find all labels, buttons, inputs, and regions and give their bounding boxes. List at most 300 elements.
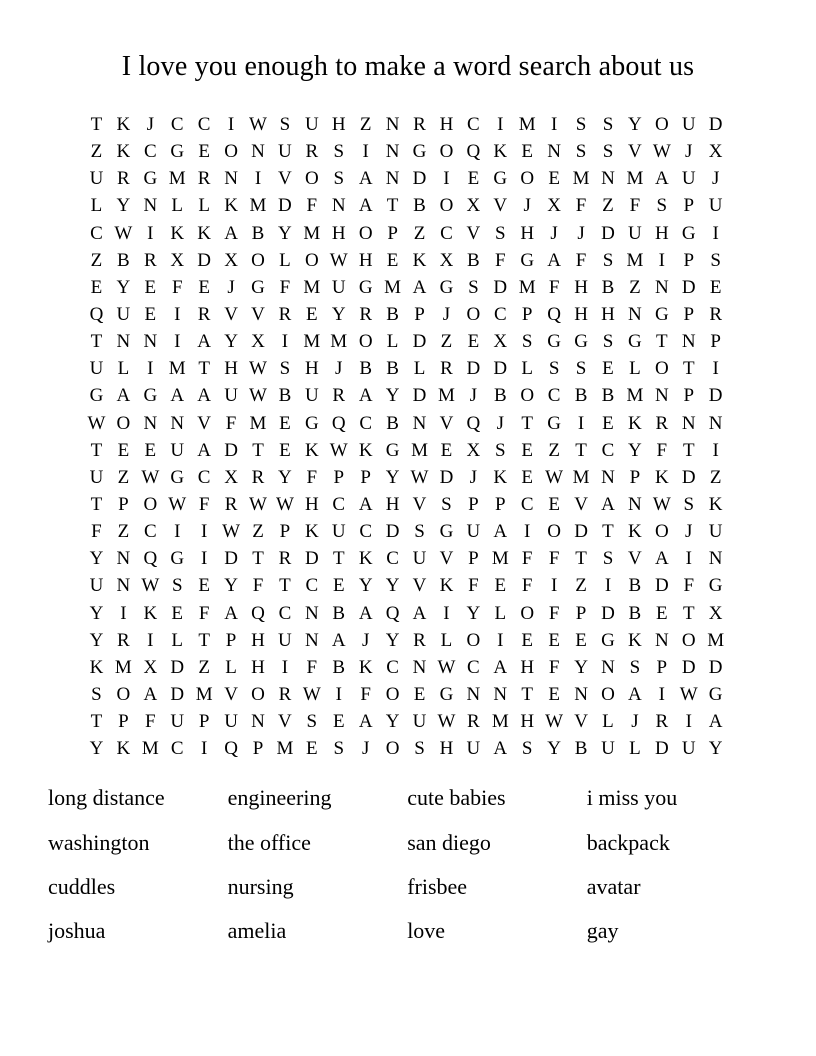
grid-letter: N [385, 141, 400, 163]
grid-letter: J [711, 168, 720, 190]
grid-letter: B [628, 602, 642, 624]
grid-letter: A [412, 602, 427, 624]
grid-letter: E [467, 168, 480, 190]
grid-letter: O [520, 602, 535, 624]
grid-letter: N [601, 466, 615, 488]
grid-letter: Z [548, 439, 560, 461]
grid-letter: D [304, 548, 319, 570]
grid-letter: Z [709, 466, 722, 488]
grid-letter: E [117, 439, 130, 461]
grid-letter: R [197, 168, 211, 190]
grid-letter: E [709, 276, 722, 298]
grid-letter: D [385, 521, 400, 543]
grid-letter: I [200, 521, 208, 543]
grid-letter: F [629, 195, 641, 217]
grid-letter: N [601, 656, 615, 678]
grid-letter: K [197, 222, 212, 244]
grid-letter: I [443, 168, 450, 190]
grid-letter: R [467, 711, 480, 733]
grid-letter: A [170, 385, 185, 407]
grid-letter: G [170, 548, 185, 570]
grid-letter: K [116, 114, 131, 136]
grid-letter: T [521, 684, 534, 706]
grid-letter: N [251, 711, 265, 733]
grid-letter: C [305, 575, 319, 597]
grid-letter: W [410, 466, 429, 488]
grid-letter: E [306, 304, 318, 326]
grid-letter: O [654, 114, 669, 136]
grid-letter: S [333, 738, 345, 760]
grid-letter: K [493, 141, 508, 163]
grid-letter: U [278, 141, 292, 163]
grid-letter: J [335, 358, 343, 380]
grid-letter: Z [252, 521, 264, 543]
grid-letter: I [497, 114, 504, 136]
grid-letter: M [303, 222, 321, 244]
grid-letter: B [601, 276, 615, 298]
grid-letter: B [493, 385, 507, 407]
grid-letter: J [361, 738, 370, 760]
grid-letter: I [577, 412, 585, 434]
grid-letter: W [114, 222, 133, 244]
grid-letter: E [90, 276, 103, 298]
grid-letter: Q [547, 304, 561, 326]
grid-letter: K [116, 141, 131, 163]
grid-letter: N [574, 684, 588, 706]
grid-letter: Q [224, 738, 238, 760]
grid-letter: V [412, 575, 427, 597]
grid-letter: D [681, 466, 696, 488]
grid-letter: F [683, 575, 695, 597]
grid-letter: G [547, 412, 561, 434]
grid-letter: V [628, 548, 642, 570]
grid-letter: I [685, 711, 692, 733]
grid-letter: W [545, 711, 564, 733]
grid-letter: H [385, 494, 400, 516]
grid-letter: Y [385, 711, 400, 733]
grid-letter: R [197, 304, 211, 326]
grid-letter: I [658, 249, 665, 271]
grid-letter: G [654, 304, 669, 326]
grid-letter: G [385, 439, 400, 461]
grid-letter: M [707, 629, 725, 651]
grid-letter: N [708, 412, 723, 434]
grid-letter: B [386, 358, 399, 380]
grid-letter: P [521, 304, 533, 326]
grid-letter: E [386, 249, 399, 271]
grid-letter: T [602, 521, 614, 543]
grid-letter: Y [385, 385, 400, 407]
grid-letter: F [279, 276, 291, 298]
grid-letter: U [170, 439, 185, 461]
grid-letter: L [440, 629, 453, 651]
grid-letter: U [412, 548, 427, 570]
grid-letter: A [224, 222, 238, 244]
grid-letter: I [174, 331, 181, 353]
grid-letter: L [521, 358, 534, 380]
grid-letter: H [601, 304, 615, 326]
grid-letter: D [439, 466, 454, 488]
grid-letter: A [601, 494, 615, 516]
grid-letter: S [91, 684, 102, 706]
grid-letter: O [143, 494, 158, 516]
grid-letter: W [679, 684, 698, 706]
grid-letter: E [144, 276, 157, 298]
grid-letter: M [411, 439, 428, 461]
grid-letter: M [249, 412, 267, 434]
word-list-item: nursing [227, 873, 294, 899]
grid-letter: P [387, 222, 398, 244]
grid-letter: Y [385, 466, 400, 488]
grid-letter: U [224, 385, 238, 407]
grid-letter: G [628, 331, 642, 353]
grid-letter: N [116, 331, 131, 353]
grid-letter: D [412, 331, 427, 353]
grid-letter: O [304, 249, 319, 271]
grid-letter: A [197, 439, 212, 461]
grid-letter: I [712, 222, 719, 244]
grid-letter: L [629, 738, 641, 760]
grid-letter: W [437, 656, 456, 678]
grid-letter: D [412, 168, 427, 190]
grid-letter: W [249, 358, 267, 380]
grid-letter: M [626, 249, 644, 271]
grid-letter: K [628, 412, 642, 434]
grid-letter: M [141, 738, 159, 760]
grid-letter: H [654, 222, 669, 244]
grid-letter: K [439, 575, 454, 597]
grid-letter: F [548, 548, 560, 570]
grid-letter: Y [385, 629, 400, 651]
grid-letter: I [174, 304, 181, 326]
grid-letter: H [574, 304, 588, 326]
grid-letter: M [303, 331, 321, 353]
grid-letter: Y [466, 602, 481, 624]
page-title: I love you enough to make a word search about us [121, 51, 695, 82]
grid-letter: Q [466, 412, 481, 434]
grid-letter: E [332, 711, 345, 733]
word-list-item: frisbee [407, 873, 468, 899]
grid-letter: N [143, 331, 158, 353]
grid-letter: F [468, 575, 479, 597]
grid-letter: S [602, 249, 614, 271]
grid-letter: P [710, 331, 721, 353]
grid-letter: Y [708, 738, 723, 760]
grid-letter: T [279, 575, 291, 597]
grid-letter: D [170, 656, 185, 678]
grid-letter: H [574, 276, 588, 298]
grid-letter: U [628, 222, 642, 244]
grid-letter: N [412, 412, 427, 434]
grid-letter: T [198, 358, 210, 380]
grid-letter: V [278, 168, 292, 190]
grid-letter: P [225, 629, 237, 651]
grid-letter: I [335, 684, 342, 706]
grid-letter: T [656, 331, 668, 353]
grid-letter: G [520, 249, 535, 271]
grid-letter: W [275, 494, 294, 516]
grid-letter: F [225, 412, 237, 434]
grid-letter: I [147, 358, 154, 380]
grid-letter: K [358, 656, 373, 678]
grid-letter: J [361, 629, 370, 651]
grid-letter: O [466, 629, 481, 651]
grid-letter: U [170, 711, 185, 733]
grid-letter: O [439, 141, 454, 163]
word-list-item: engineering [227, 785, 332, 811]
grid-letter: N [681, 412, 696, 434]
grid-letter: I [254, 168, 262, 190]
grid-letter: U [681, 114, 696, 136]
grid-letter: D [412, 385, 427, 407]
grid-letter: I [147, 222, 154, 244]
grid-letter: H [224, 358, 238, 380]
grid-letter: S [414, 521, 425, 543]
grid-letter: I [281, 656, 289, 678]
grid-letter: I [200, 738, 208, 760]
grid-letter: D [681, 276, 696, 298]
grid-letter: H [439, 738, 454, 760]
grid-letter: F [575, 195, 587, 217]
grid-letter: M [626, 168, 644, 190]
grid-letter: H [304, 358, 319, 380]
grid-letter: R [359, 304, 373, 326]
grid-letter: R [278, 548, 292, 570]
grid-letter: O [224, 141, 238, 163]
grid-letter: Z [575, 575, 587, 597]
grid-letter: F [360, 684, 371, 706]
grid-letter: L [494, 602, 507, 624]
grid-letter: T [252, 439, 264, 461]
grid-letter: X [708, 141, 723, 163]
grid-letter: A [654, 548, 669, 570]
grid-letter: A [197, 385, 212, 407]
grid-letter: I [712, 358, 719, 380]
grid-letter: F [145, 711, 156, 733]
word-list-item: i miss you [586, 785, 678, 811]
grid-letter: N [143, 412, 158, 434]
word-list-item: backpack [586, 829, 670, 855]
grid-letter: P [279, 521, 291, 543]
grid-letter: F [548, 602, 560, 624]
grid-letter: A [493, 656, 508, 678]
grid-letter: M [518, 114, 536, 136]
grid-letter: M [491, 711, 509, 733]
word-list-item: avatar [586, 873, 641, 899]
grid-letter: J [550, 222, 558, 244]
grid-letter: O [654, 358, 669, 380]
grid-letter: Y [278, 466, 292, 488]
grid-letter: W [545, 466, 564, 488]
grid-letter: T [521, 412, 534, 434]
grid-letter: D [466, 358, 481, 380]
grid-letter: R [117, 168, 130, 190]
grid-letter: F [306, 195, 318, 217]
grid-letter: X [224, 249, 238, 271]
grid-letter: P [575, 602, 587, 624]
grid-letter: U [89, 575, 104, 597]
grid-letter: Z [90, 141, 103, 163]
word-list-item: cute babies [407, 785, 506, 811]
grid-letter: Q [251, 602, 265, 624]
grid-letter: J [469, 385, 478, 407]
grid-letter: C [197, 466, 211, 488]
grid-letter: I [685, 548, 692, 570]
grid-letter: X [466, 439, 481, 461]
grid-letter: F [91, 521, 102, 543]
grid-letter: I [524, 521, 531, 543]
grid-letter: I [120, 602, 127, 624]
grid-letter: E [602, 358, 614, 380]
grid-letter: P [683, 304, 695, 326]
grid-letter: G [439, 521, 454, 543]
grid-letter: A [708, 711, 723, 733]
grid-letter: A [358, 494, 373, 516]
grid-letter: C [197, 114, 211, 136]
grid-letter: N [143, 195, 158, 217]
word-list-item: cuddles [48, 873, 116, 899]
grid-letter: M [168, 358, 186, 380]
grid-letter: P [333, 466, 345, 488]
grid-letter: U [331, 521, 346, 543]
grid-letter: A [547, 249, 561, 271]
grid-letter: J [577, 222, 585, 244]
grid-letter: E [332, 575, 345, 597]
word-list-item: washington [48, 829, 150, 855]
grid-letter: F [548, 276, 560, 298]
grid-letter: O [681, 629, 696, 651]
grid-letter: X [170, 249, 185, 271]
grid-letter: D [197, 249, 212, 271]
grid-letter: L [171, 195, 184, 217]
grid-letter: S [548, 358, 560, 380]
grid-letter: O [385, 738, 400, 760]
grid-letter: R [413, 629, 426, 651]
grid-letter: Y [628, 439, 642, 461]
grid-letter: N [170, 412, 185, 434]
grid-letter: G [601, 629, 615, 651]
grid-letter: L [171, 629, 184, 651]
grid-letter: S [171, 575, 183, 597]
grid-letter: I [174, 521, 181, 543]
grid-letter: F [171, 276, 183, 298]
grid-letter: U [304, 385, 319, 407]
grid-letter: E [279, 412, 291, 434]
grid-letter: C [467, 656, 480, 678]
grid-letter: E [306, 738, 318, 760]
grid-letter: K [116, 738, 131, 760]
grid-letter: N [654, 629, 669, 651]
grid-letter: G [574, 331, 588, 353]
grid-letter: M [249, 195, 267, 217]
grid-letter: J [227, 276, 235, 298]
grid-letter: K [412, 249, 427, 271]
grid-letter: C [386, 548, 399, 570]
grid-letter: R [413, 114, 426, 136]
grid-letter: N [304, 629, 319, 651]
grid-letter: G [170, 466, 185, 488]
grid-letter: E [548, 494, 560, 516]
grid-letter: W [249, 494, 267, 516]
grid-letter: S [521, 331, 533, 353]
grid-letter: Y [116, 276, 131, 298]
grid-letter: A [358, 168, 373, 190]
grid-letter: M [276, 738, 294, 760]
grid-letter: E [279, 439, 291, 461]
grid-letter: J [469, 466, 478, 488]
grid-letter: K [304, 521, 319, 543]
grid-letter: X [466, 195, 481, 217]
word-list-item: amelia [227, 918, 287, 944]
grid-letter: D [601, 602, 615, 624]
grid-letter: U [89, 358, 104, 380]
grid-letter: J [685, 141, 693, 163]
grid-letter: C [467, 114, 480, 136]
grid-letter: Z [440, 331, 453, 353]
grid-letter: S [602, 331, 614, 353]
grid-letter: D [493, 358, 508, 380]
grid-letter: W [222, 521, 241, 543]
grid-letter: O [251, 249, 265, 271]
grid-letter: A [493, 521, 508, 543]
grid-letter: L [602, 711, 614, 733]
grid-letter: N [628, 494, 642, 516]
grid-letter: S [468, 276, 479, 298]
grid-letter: K [628, 629, 642, 651]
grid-letter: Y [358, 575, 373, 597]
grid-letter: D [654, 738, 669, 760]
word-search-grid [83, 111, 729, 762]
grid-letter: O [385, 684, 400, 706]
grid-letter: V [197, 412, 212, 434]
grid-letter: J [523, 195, 531, 217]
grid-letter: E [198, 575, 210, 597]
grid-letter: V [574, 494, 588, 516]
grid-letter: X [439, 249, 454, 271]
grid-letter: Y [89, 548, 104, 570]
grid-letter: B [251, 222, 265, 244]
grid-letter: N [331, 195, 346, 217]
grid-letter: C [143, 141, 157, 163]
grid-letter: T [575, 439, 587, 461]
grid-letter: V [412, 494, 427, 516]
grid-letter: V [224, 304, 238, 326]
grid-letter: A [628, 684, 642, 706]
grid-letter: Z [90, 249, 103, 271]
grid-letter: F [656, 439, 668, 461]
grid-letter: E [521, 629, 534, 651]
grid-letter: Y [224, 575, 238, 597]
grid-letter: D [493, 276, 508, 298]
grid-letter: O [116, 412, 131, 434]
grid-letter: E [521, 466, 534, 488]
grid-letter: F [306, 466, 318, 488]
grid-letter: A [197, 331, 212, 353]
grid-letter: H [439, 114, 454, 136]
grid-letter: A [116, 385, 131, 407]
grid-letter: S [279, 358, 291, 380]
grid-letter: P [468, 548, 479, 570]
grid-letter: A [331, 629, 346, 651]
grid-letter: I [200, 548, 208, 570]
word-list [48, 776, 766, 954]
grid-letter: D [601, 222, 615, 244]
grid-letter: J [631, 711, 639, 733]
grid-letter: C [493, 304, 507, 326]
grid-letter: I [281, 331, 289, 353]
grid-letter: A [654, 168, 669, 190]
grid-letter: M [168, 168, 186, 190]
